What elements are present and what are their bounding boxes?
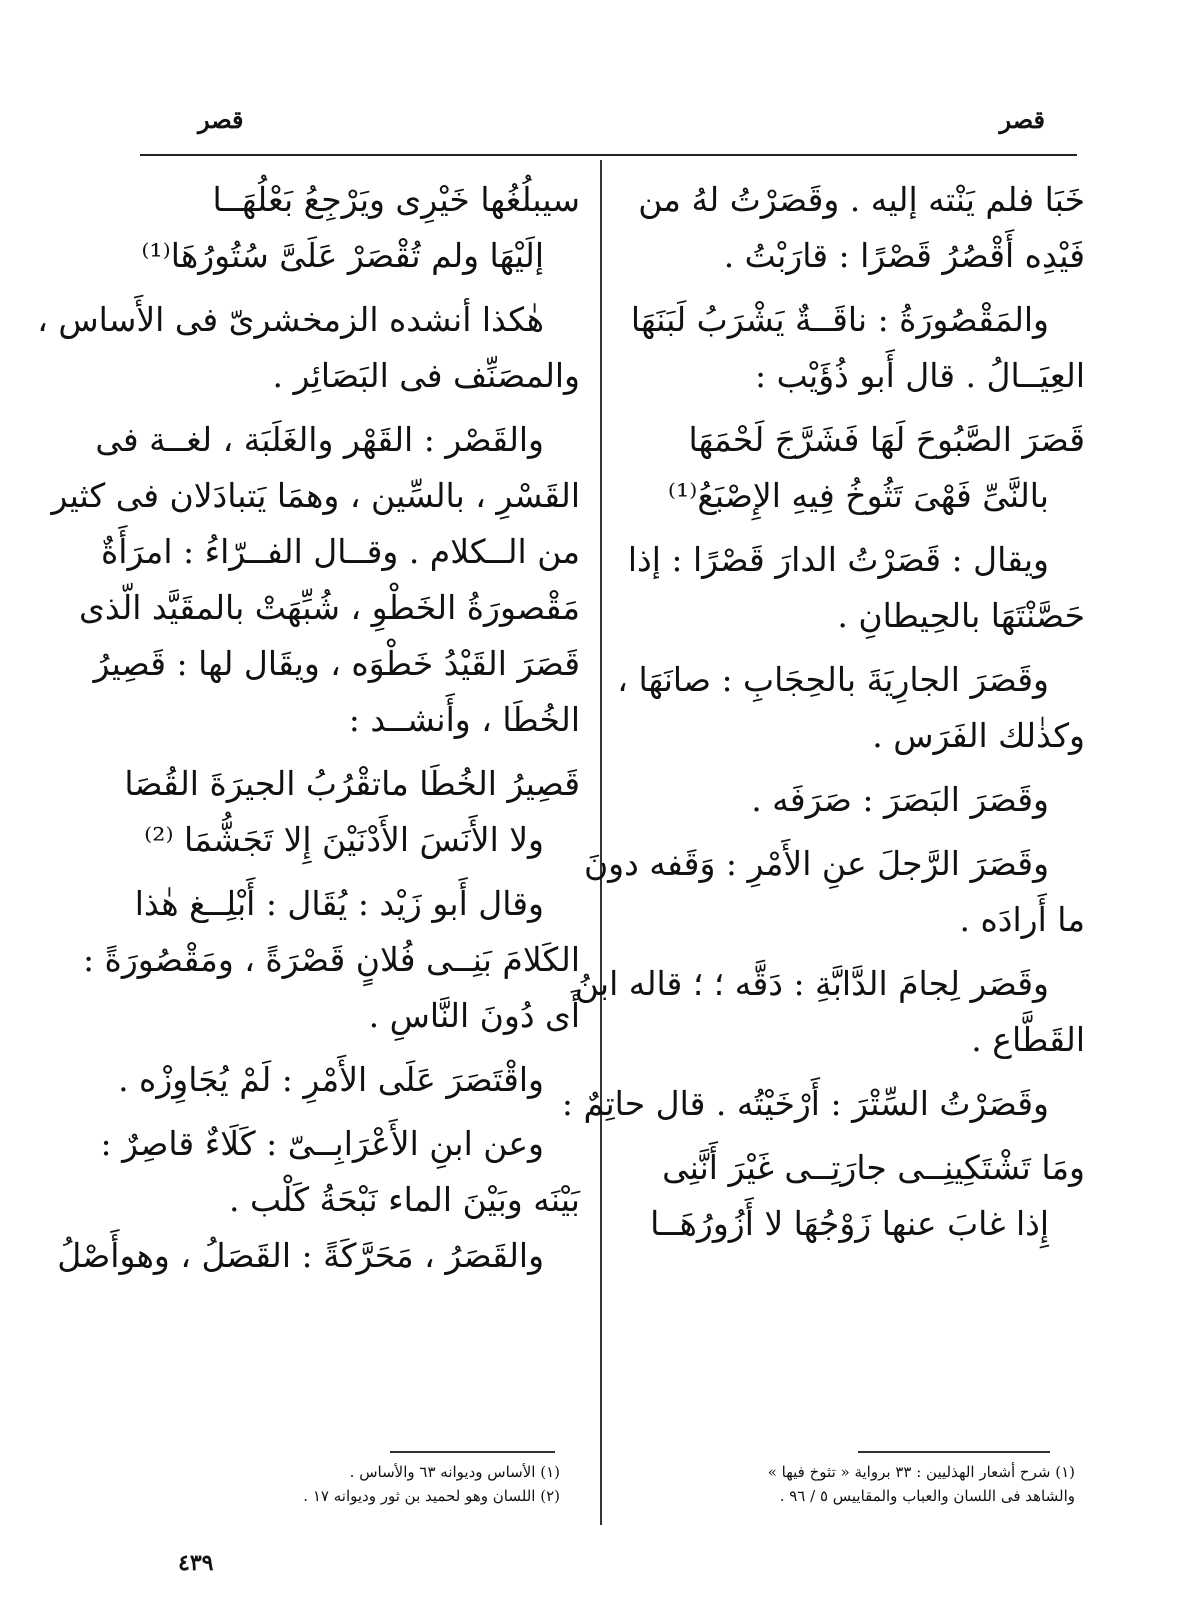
text-line: قَصَرَ القَيْدُ خَطْوَه ، ويقَال لها : قَصِيرُ	[93, 644, 580, 683]
verse-line: ومَا تَشْتَكِينِــى جارَتِــى غَيْرَ أَنَّنِى	[662, 1148, 1085, 1187]
footnote: (١) الأساس وديوانه ٦٣ والأساس .	[349, 1463, 560, 1481]
footnote: (١) شرح أشعار الهذليين : ٣٣ برواية « تثوخ فيها »	[767, 1463, 1075, 1481]
text-line: وكذٰلك الفَرَس .	[872, 716, 1085, 755]
text-line: وعن ابنِ الأَعْرَابِــىّ : كَلَاءٌ قاصِرٌ :	[100, 1124, 544, 1163]
text-line: والقَصْر : القَهْر والغَلَبَة ، لغــة فى	[95, 420, 544, 459]
verse-line: بالنَّىِّ فَهْىَ تَثُوخُ فِيهِ الإِصْبَعُ⁽¹⁾	[667, 476, 1049, 515]
text-line: واقْتَصَرَ عَلَى الأَمْرِ : لَمْ يُجَاوِزْه .	[118, 1060, 544, 1099]
text-line: وقال أَبو زَيْد : يُقَال : أَبْلِــغ هٰذا	[134, 884, 544, 923]
text-line: القَسْرِ ، بالسِّين ، وهمَا يَتبادَلان فى كثير	[51, 476, 580, 515]
left-column	[37, 172, 580, 1284]
text-line: الخُطَا ، وأَنشــد :	[348, 700, 580, 739]
text-line: حَصَّنْتَهَا بالحِيطانِ .	[837, 596, 1085, 635]
text-line: وقَصَرْتُ السِّتْرَ : أَرْخَيْتُه . قال حاتِمٌ :	[561, 1084, 1049, 1123]
verse-line: ولا الأَنَسَ الأَدْنَيْنَ إِلا تَجَشُّمَا ⁽²⁾	[144, 820, 544, 859]
verse-line: قَصَرَ الصَّبُوحَ لَهَا فَشَرَّجَ لَحْمَهَا	[688, 420, 1085, 459]
verse-line: إِذا غابَ عنها زَوْجُهَا لا أَزُورُهَــا	[650, 1204, 1049, 1243]
page-number: ٤٣٩	[178, 1550, 214, 1576]
footnote-rule-left	[390, 1451, 555, 1453]
text-line: وقَصَرَ الرَّجلَ عنِ الأَمْرِ : وَقَفه دونَ	[583, 844, 1049, 883]
text-line: الكَلامَ بَنِــى فُلانٍ قَصْرَةً ، ومَقْصُورَةً :	[82, 940, 580, 979]
right-column	[561, 172, 1085, 1252]
text-line: خَبَا فلم يَنْته إليه . وقَصَرْتُ لهُ من	[638, 180, 1085, 219]
text-line: هٰكذا أنشده الزمخشرىّ فى الأَساس ،	[37, 300, 544, 339]
verse-line: قَصِيرُ الخُطَا ماتقْرُبُ الجيرَةَ القُصَا	[124, 764, 580, 803]
text-line: ما أَرادَه .	[959, 900, 1085, 939]
text-line: من الــكلام . وقــال الفــرّاءُ : امرَأَةٌ	[101, 532, 580, 571]
verse-line: سيبلُغُها خَيْرِى ويَرْجِعُ بَعْلُهَــا	[212, 180, 580, 219]
text-line: مَقْصورَةُ الخَطْوِ ، شُبِّهَتْ بالمقَيَّد الّذى	[79, 588, 580, 627]
footnotes-right	[645, 1460, 1075, 1508]
header-rule	[140, 154, 1077, 156]
text-line: والقَصَرُ ، مَحَرَّكَةً : القَصَلُ ، وهوأَصْلُ	[57, 1236, 544, 1275]
footnote-rule-right	[858, 1451, 1050, 1453]
text-line: ويقال : قَصَرْتُ الدارَ قَصْرًا : إذا	[627, 540, 1049, 579]
running-header-left: قصر	[198, 105, 244, 134]
text-line: وقَصَرَ البَصَرَ : صَرَفَه .	[751, 780, 1049, 819]
footnote: والشاهد فى اللسان والعباب والمقاييس ٥ / ٩٦ .	[779, 1487, 1075, 1505]
text-line: فَيْدِه أَقْصُرُ قَصْرًا : قارَبْتُ .	[723, 236, 1085, 275]
text-line: وقَصَر لِجامَ الدَّابَّةِ : دَقَّه ؛ ؛ قاله ابنُ	[574, 964, 1049, 1003]
text-line: بَيْنَه وبَيْنَ الماء نَبْحَةُ كَلْب .	[229, 1180, 580, 1219]
footnotes-left	[140, 1460, 560, 1508]
text-line: أَى دُونَ النَّاسِ .	[368, 996, 580, 1035]
text-line: وقَصَرَ الجارِيَةَ بالحِجَابِ : صانَهَا ،	[617, 660, 1049, 699]
text-line: القَطَّاع .	[971, 1020, 1085, 1059]
verse-line: إلَيْهَا ولم تُقْصَرْ عَلَىَّ سُتُورُهَا⁽¹⁾	[141, 236, 544, 275]
footnote: (٢) اللسان وهو لحميد بن ثور وديوانه ١٧ .	[303, 1487, 560, 1505]
running-header-right: قصر	[999, 105, 1045, 134]
text-line: والمَقْصُورَةُ : ناقَــةٌ يَشْرَبُ لَبَنَهَا	[630, 300, 1049, 339]
text-line: والمصَنِّف فى البَصَائِر .	[272, 356, 580, 395]
text-line: العِيَــالُ . قال أَبو ذُؤَيْب :	[755, 356, 1085, 395]
